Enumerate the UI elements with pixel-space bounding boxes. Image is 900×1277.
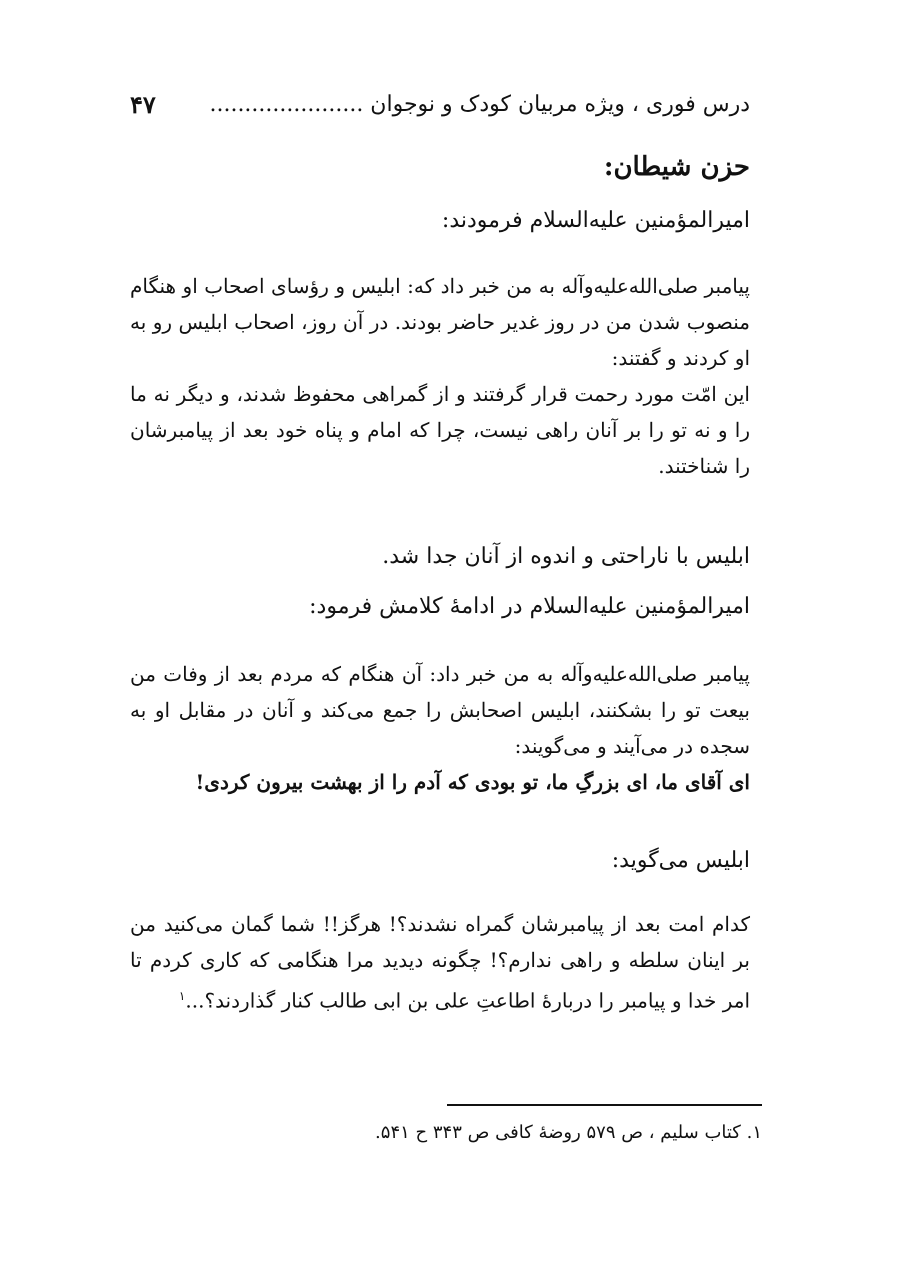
quote-3-text: کدام امت بعد از پیامبرشان گمراه نشدند؟! هرگز!! شما گمان می‌کنید من بر اینان سلطه و راهی ندارم؟! چگونه دیدید مرا هنگامی که کاری کردم تا امر خدا و پیامبر را دربارهٔ اطاعتِ علی بن ابی طالب کنار گذاردند؟... [130, 912, 750, 1013]
running-title: درس فوری ، ویژه مربیان کودک و نوجوان ...................... [209, 91, 750, 117]
intro-line-3: ابلیس می‌گوید: [611, 848, 750, 873]
quote-block-1 [130, 268, 750, 484]
quote-block-3 [130, 906, 750, 1019]
footnote: ۱. کتاب سلیم ، ص ۵۷۹ روضهٔ کافی ص ۳۴۳ ح ۵۴۱. [375, 1122, 762, 1143]
narration-line: ابلیس با ناراحتی و اندوه از آنان جدا شد. [382, 544, 750, 569]
quote-3-paragraph [130, 906, 750, 1019]
footnote-reference: ۱ [178, 989, 186, 1003]
footnote-separator [447, 1104, 762, 1106]
quote-1-paragraph-2: این امّت مورد رحمت قرار گرفتند و از گمراهی محفوظ شدند، و دیگر نه ما را و نه تو را بر آنان راهی نیست، چرا که امام و پناه خود بعد از پیامبرشان را شناختند. [130, 382, 750, 478]
quote-block-2 [130, 656, 750, 800]
quote-1-paragraph-1: پیامبر صلی‌الله‌علیه‌وآله به من خبر داد که: ابلیس و رؤسای اصحاب او هنگام منصوب شدن من در روز غدیر حاضر بودند. در آن روز، اصحاب ابلیس رو به او کردند و گفتند: [130, 274, 750, 370]
page-number: ۴۷ [130, 89, 156, 119]
quote-2-paragraph-2: ای آقای ما، ای بزرگِ ما، تو بودی که آدم را از بهشت بیرون کردی! [195, 770, 750, 794]
quote-2-paragraph-1: پیامبر صلی‌الله‌علیه‌وآله به من خبر داد: آن هنگام که مردم بعد از وفات من بیعت تو را بشکنند، ابلیس اصحابش را جمع می‌کند و آنان در مقابل او به سجده در می‌آیند و می‌گویند: [130, 662, 750, 758]
intro-line-1: امیرالمؤمنین علیه‌السلام فرمودند: [441, 208, 750, 233]
intro-line-2: امیرالمؤمنین علیه‌السلام در ادامهٔ کلامش فرمود: [309, 594, 750, 619]
section-title: حزن شیطان: [603, 152, 750, 182]
running-header [130, 84, 750, 124]
